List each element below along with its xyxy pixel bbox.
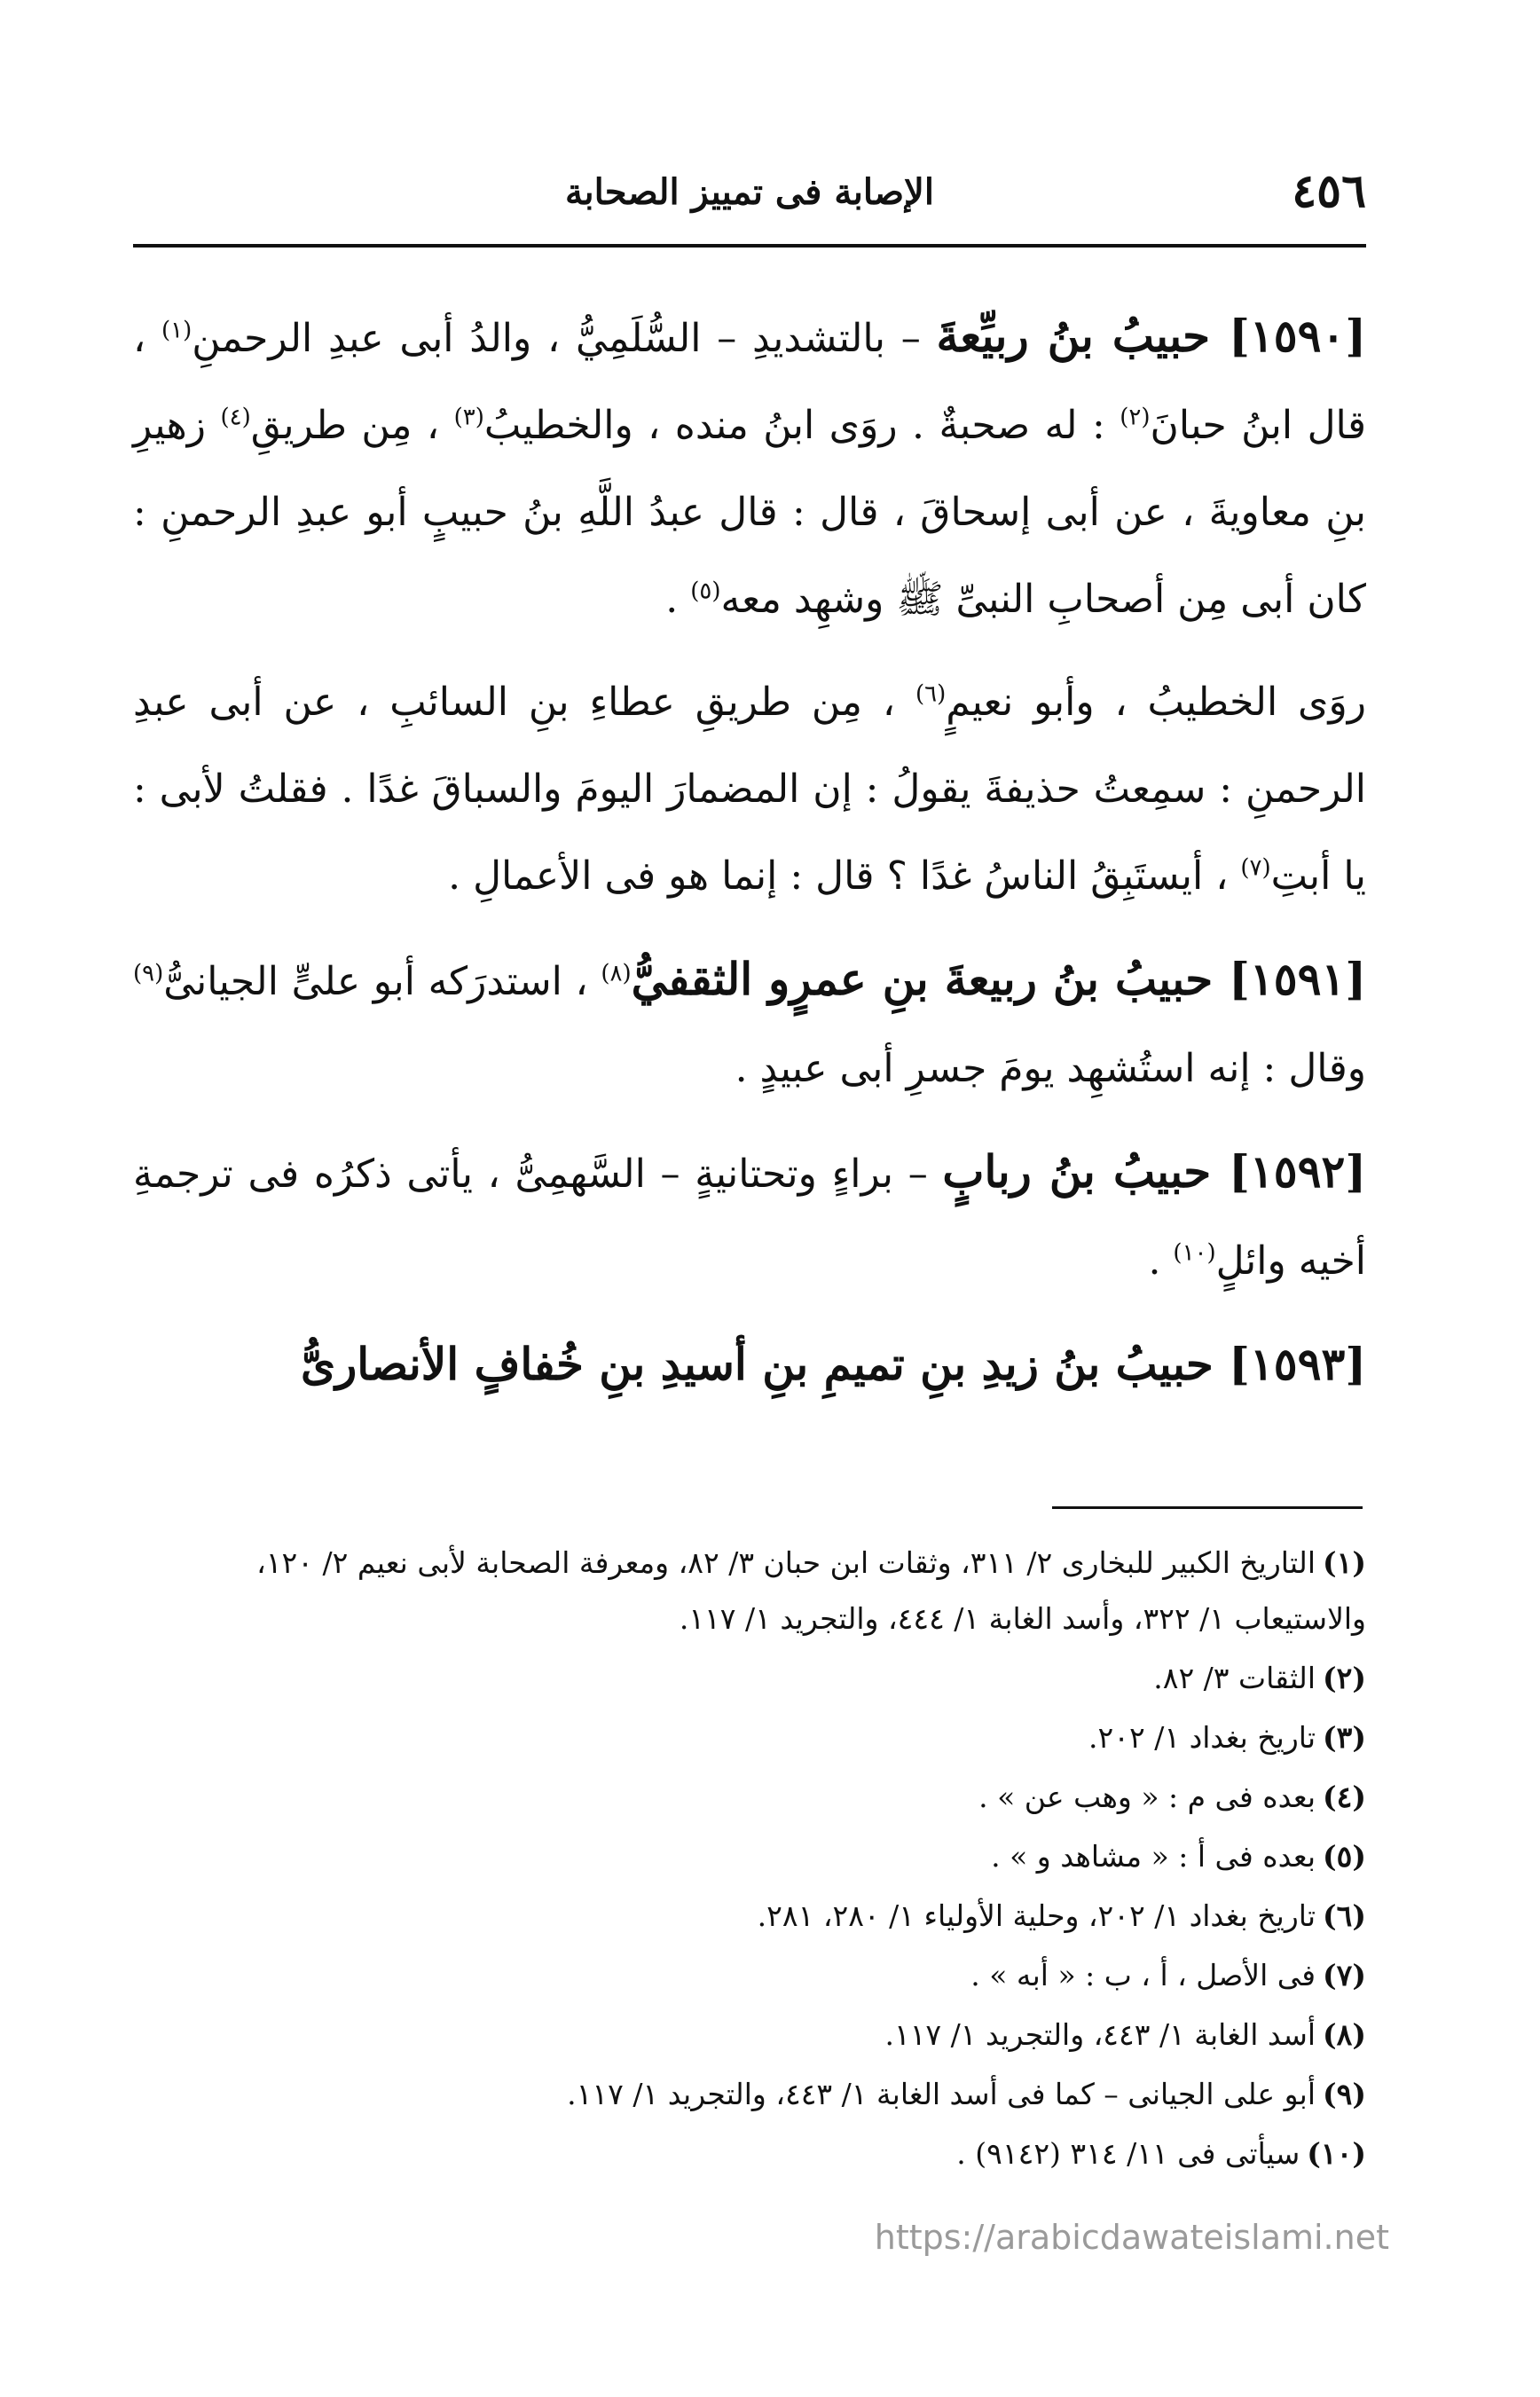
footnote-number: (٩) bbox=[1323, 2077, 1366, 2111]
footnote-text: أبو على الجيانى – كما فى أسد الغابة ١/ ٤٤٣، والتجريد ١/ ١١٧. bbox=[567, 2077, 1316, 2111]
footnote-text: بعده فى أ : « مشاهد و » . bbox=[991, 1839, 1316, 1874]
footnote-marker: (٦) bbox=[915, 680, 947, 708]
footnote-separator bbox=[1052, 1506, 1363, 1509]
main-text bbox=[133, 293, 1366, 1424]
footnote-text: فى الأصل ، أ ، ب : « أبه » . bbox=[970, 1958, 1316, 1992]
body-text: وقال : إنه استُشهِد يومَ جسرِ أبى عبيدٍ . bbox=[735, 1046, 1366, 1091]
footnote-number: (٣) bbox=[1323, 1720, 1366, 1755]
footnote-item bbox=[133, 1888, 1366, 1944]
footnotes bbox=[133, 1535, 1366, 2185]
page-number: ٤٥٦ bbox=[1292, 164, 1366, 218]
footnote-marker: (٥) bbox=[690, 578, 721, 605]
paragraph bbox=[133, 659, 1366, 920]
body-text: . bbox=[1148, 1238, 1174, 1284]
body-text: روَى الخطيبُ ، وأبو نعيمٍ bbox=[946, 680, 1366, 725]
footnote-number: (٥) bbox=[1323, 1839, 1366, 1874]
body-text: ، قال ابنُ حبانَ bbox=[133, 316, 1366, 448]
footnote-number: (٧) bbox=[1323, 1958, 1366, 1992]
body-text: : له صحبةٌ . روَى ابنُ منده ، والخطيبُ bbox=[483, 403, 1120, 448]
footnote-number: (١) bbox=[1323, 1545, 1366, 1580]
footnote-marker: (٢) bbox=[1120, 404, 1151, 431]
body-text: ، مِن طريقِ عطاءِ بنِ السائبِ ، عن أبى عبدِ الرحمنِ : سمِعتُ حذيفةَ يقولُ : إن المضمارَ اليومَ والسباقَ غدًا . فقلتُ لأبى : يا أبتِ bbox=[133, 680, 1366, 899]
footnote-item bbox=[133, 1947, 1366, 2003]
footnote-number: (٤) bbox=[1323, 1780, 1366, 1814]
footnote-marker: (٧) bbox=[1240, 854, 1271, 882]
footnote-marker: (١٠) bbox=[1173, 1239, 1216, 1267]
footnote-marker: (٣) bbox=[453, 404, 484, 431]
paragraph bbox=[133, 293, 1366, 643]
footnote-text: أسد الغابة ١/ ٤٤٣، والتجريد ١/ ١١٧. bbox=[884, 2017, 1316, 2052]
footnote-text: تاريخ بغداد ١/ ٢٠٢، وحلية الأولياء ١/ ٢٨٠، ٢٨١. bbox=[757, 1898, 1316, 1933]
footnote-marker: (٤) bbox=[220, 404, 251, 431]
footnote-item bbox=[133, 1709, 1366, 1765]
paragraph bbox=[133, 1128, 1366, 1305]
entry-heading: [١٥٩٢] حبيبُ بنُ ربابٍ bbox=[942, 1145, 1366, 1198]
entry-heading: [١٥٩٣] حبيبُ بنُ زيدِ بنِ تميمِ بنِ أسيدِ بنِ خُفافٍ الأنصارىُّ bbox=[301, 1338, 1366, 1390]
body-text: ، استدرَكه أبو علىٍّ الجيانىُّ bbox=[163, 959, 601, 1004]
body-text: زهيرِ بنِ معاويةَ ، عن أبى إسحاقَ ، قال : قال عبدُ اللَّهِ بنُ حبيبٍ أبو عبدِ الرحمنِ : كان أبى مِن أصحابِ النبىِّ ﷺ وشهِد معه bbox=[133, 403, 1366, 622]
footnote-text: بعده فى م : « وهب عن » . bbox=[978, 1780, 1316, 1814]
paragraph bbox=[133, 1321, 1366, 1408]
footnote-number: (٨) bbox=[1323, 2017, 1366, 2052]
entry-heading: [١٥٩٠] حبيبُ بنُ ربيِّعةَ bbox=[936, 310, 1366, 362]
footnote-item bbox=[133, 2007, 1366, 2063]
entry-heading: [١٥٩١] حبيبُ بنُ ربيعةَ بنِ عمرٍو الثقفيُّ bbox=[631, 953, 1366, 1005]
body-text: – بالتشديدِ – السُّلَمِيُّ ، والدُ أبى عبدِ الرحمنِ bbox=[192, 316, 937, 361]
body-text: ، مِن طريقِ bbox=[250, 403, 454, 448]
body-text: ، أيستَبِقُ الناسُ غدًا ؟ قال : إنما هو فى الأعمالِ . bbox=[448, 853, 1241, 899]
watermark-url: https://arabicdawateislami.net bbox=[874, 2218, 1389, 2257]
footnote-number: (١٠) bbox=[1307, 2136, 1366, 2171]
footnote-item bbox=[133, 1535, 1366, 1646]
footnote-item bbox=[133, 2066, 1366, 2122]
footnote-item bbox=[133, 1828, 1366, 1884]
body-text: . bbox=[665, 577, 691, 622]
footnote-text: سيأتى فى ١١/ ٣١٤ (٩١٤٢) . bbox=[956, 2136, 1300, 2171]
footnote-text: التاريخ الكبير للبخارى ٢/ ٣١١، وثقات ابن حبان ٣/ ٨٢، ومعرفة الصحابة لأبى نعيم ٢/ ١٢٠، والاستيعاب ١/ ٣٢٢، وأسد الغابة ١/ ٤٤٤، والتجريد ١/ ١١٧. bbox=[256, 1545, 1366, 1636]
footnote-item bbox=[133, 1769, 1366, 1825]
footnote-text: تاريخ بغداد ١/ ٢٠٢. bbox=[1088, 1720, 1316, 1755]
paragraph bbox=[133, 936, 1366, 1112]
footnote-marker: (١) bbox=[161, 317, 192, 344]
footnote-marker: (٨) bbox=[601, 960, 632, 987]
page-header bbox=[133, 155, 1366, 248]
body-text: – براءٍ وتحتانيةٍ – السَّهمِىُّ ، يأتى ذكرُه فى ترجمةِ أخيه وائلٍ bbox=[133, 1151, 1366, 1284]
footnote-item bbox=[133, 1650, 1366, 1706]
footnote-number: (٢) bbox=[1323, 1661, 1366, 1695]
footnote-text: الثقات ٣/ ٨٢. bbox=[1153, 1661, 1316, 1695]
footnote-marker: (٩) bbox=[133, 960, 164, 987]
footnote-item bbox=[133, 2126, 1366, 2181]
running-title: الإصابة فى تمييز الصحابة bbox=[565, 171, 934, 213]
footnote-number: (٦) bbox=[1323, 1898, 1366, 1933]
